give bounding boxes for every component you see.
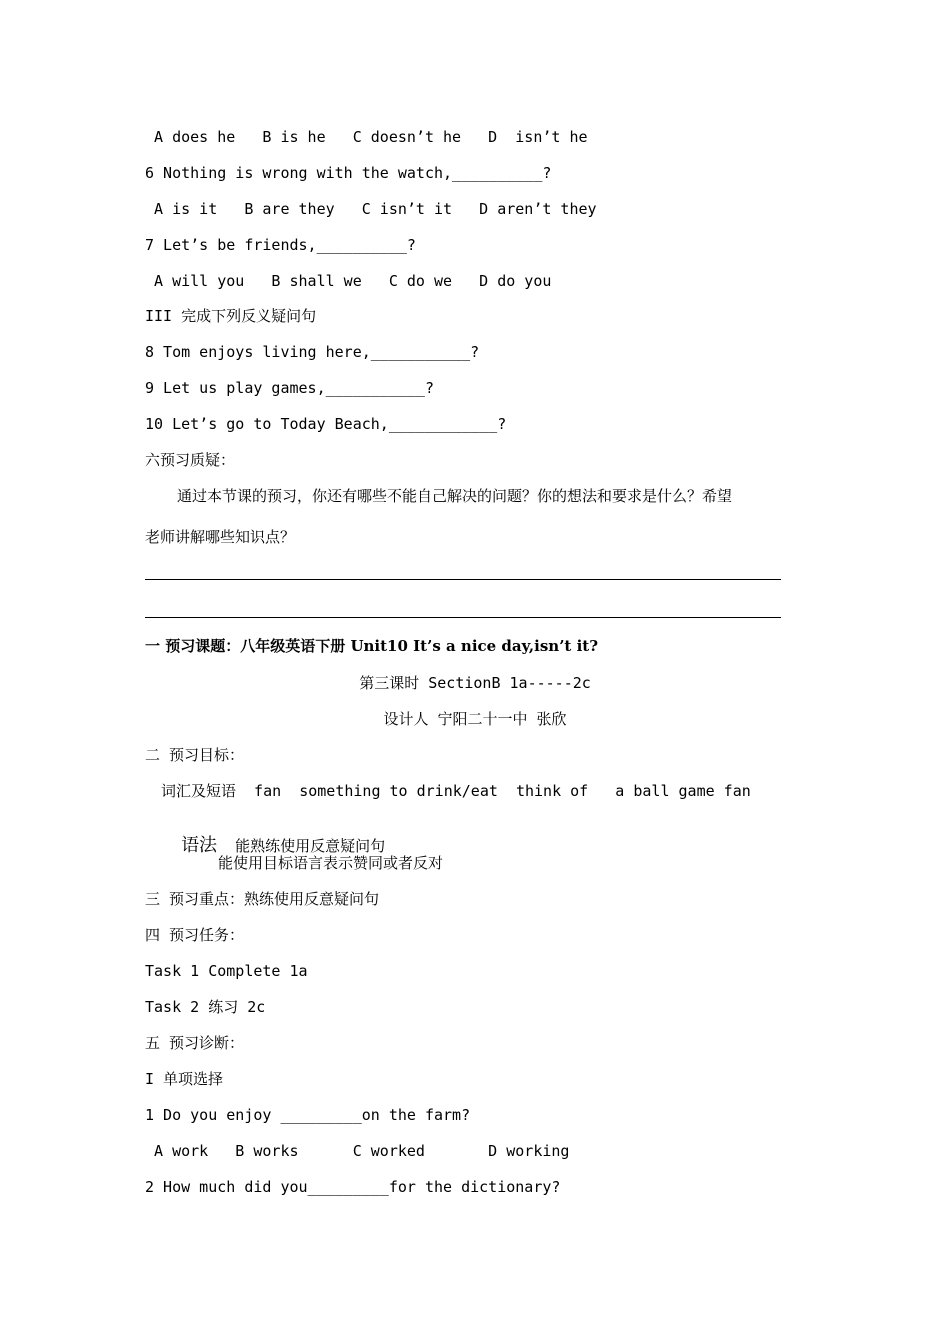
- section-five-heading: 五 预习诊断：: [145, 1034, 245, 1052]
- answer-line-2: [145, 617, 781, 618]
- section-six-heading: 六预习质疑：: [145, 451, 236, 469]
- question-6: 6 Nothing is wrong with the watch,__________?: [145, 164, 552, 182]
- reflection-prompt-line2: 老师讲解哪些知识点？: [145, 528, 296, 546]
- question-9: 9 Let us play games,___________?: [145, 379, 434, 397]
- question-7-options: A will you B shall we C do we D do you: [145, 272, 552, 290]
- question-10: 10 Let’s go to Today Beach,____________?: [145, 415, 507, 433]
- lesson-title: 一 预习课题：八年级英语下册 Unit10 It’s a nice day,isn’t it?: [145, 637, 598, 655]
- lesson-period: 第三课时 SectionB 1a-----2c: [359, 674, 591, 692]
- question-1-options: A work B works C worked D working: [145, 1142, 570, 1160]
- vocabulary-phrases: 词汇及短语 fan something to drink/eat think of a ball game fan: [161, 782, 751, 800]
- question-2: 2 How much did you_________for the dictionary?: [145, 1178, 561, 1196]
- section-three-heading: 三 预习重点：熟练使用反意疑问句: [145, 890, 380, 908]
- grammar-goal-1: 能熟练使用反意疑问句: [235, 837, 386, 855]
- grammar-label: 语法: [181, 835, 218, 856]
- question-1: 1 Do you enjoy _________on the farm?: [145, 1106, 471, 1124]
- designer: 设计人 宁阳二十一中 张欣: [383, 710, 567, 728]
- task-2: Task 2 练习 2c: [145, 998, 266, 1016]
- question-5-options: A does he B is he C doesn’t he D isn’t he: [145, 128, 588, 146]
- grammar-row: [163, 816, 385, 856]
- reflection-prompt-line1: 通过本节课的预习，你还有哪些不能自己解决的问题？你的想法和要求是什么？希望: [177, 487, 733, 505]
- section-I-heading: I 单项选择: [145, 1070, 224, 1088]
- section-two-heading: 二 预习目标：: [145, 746, 245, 764]
- section-four-heading: 四 预习任务：: [145, 926, 245, 944]
- question-6-options: A is it B are they C isn’t it D aren’t they: [145, 200, 597, 218]
- section-III-heading: III 完成下列反义疑问句: [145, 307, 317, 325]
- answer-line-1: [145, 579, 781, 580]
- task-1: Task 1 Complete 1a: [145, 962, 308, 980]
- question-7: 7 Let’s be friends,__________?: [145, 236, 416, 254]
- grammar-goal-2: 能使用目标语言表示赞同或者反对: [218, 854, 444, 872]
- question-8: 8 Tom enjoys living here,___________?: [145, 343, 480, 361]
